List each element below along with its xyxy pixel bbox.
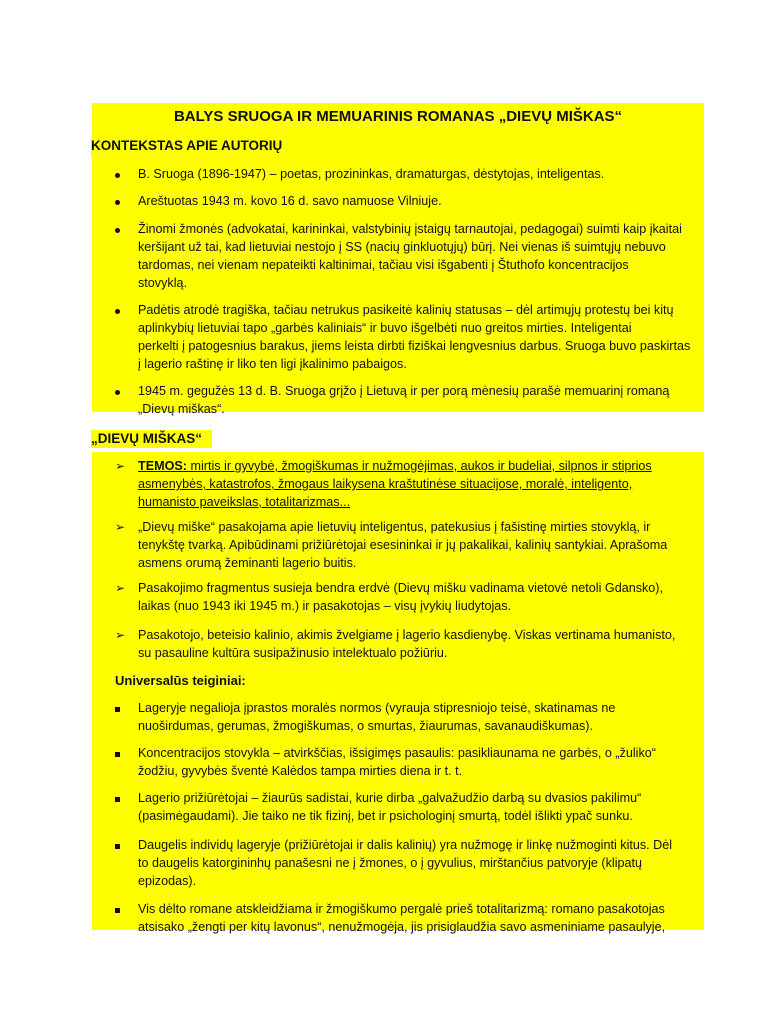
list-item-line: aplinkybių lietuviai tapo „garbės kaliniais“ ir buvo išgelbėti nuo greitos mirties. Inteligentai <box>138 321 632 335</box>
list-item-line: tenykštę tvarką. Apibūdinami prižiūrėtojai esesininkai ir jų pakalikai, kalinių santykiai. Aprašoma <box>138 538 668 552</box>
bullet-dot-icon <box>115 220 120 238</box>
list-item <box>138 579 704 615</box>
bullet-square-icon <box>115 900 120 918</box>
list-item-line: stovyklą. <box>138 276 187 290</box>
list-item <box>138 744 704 780</box>
section-heading-universal-claims: Universalūs teiginiai: <box>115 673 246 688</box>
bullet-arrow-icon: ➢ <box>115 581 126 595</box>
list-item <box>138 626 704 662</box>
list-item-line: Koncentracijos stovykla – atvirkščias, išsigimęs pasaulis: pasikliaunama ne garbės, o „žuliko“ <box>138 746 656 760</box>
section-heading-context: KONTEKSTAS APIE AUTORIŲ <box>91 137 704 155</box>
list-item <box>138 789 704 825</box>
list-item <box>138 836 704 890</box>
list-item-line: žodžiu, gyvybės šventė Kalėdos tampa mirties diena ir t. t. <box>138 764 463 778</box>
list-item-line: Pasakojimo fragmentus susieja bendra erdvė (Dievų mišku vadinama vietovė netoli Gdansko), <box>138 581 663 595</box>
list-item-line: Žinomi žmonės (advokatai, karininkai, valstybinių įstaigų tarnautojai, pedagogai) suimti kaip įkaitai <box>138 222 682 236</box>
list-item-line: Lageryje negalioja įprastos moralės normos (vyrauja stipresniojo teisė, skatinamas ne <box>138 701 616 715</box>
list-item <box>138 165 704 183</box>
list-item <box>138 220 704 292</box>
list-item-line: Pasakotojo, beteisio kalinio, akimis žvelgiame į lagerio kasdienybę. Viskas vertinama humanisto, <box>138 628 676 642</box>
list-item <box>138 518 704 572</box>
bullet-square-icon <box>115 699 120 717</box>
item-label: TEMOS: <box>138 459 187 473</box>
bullet-arrow-icon: ➢ <box>115 628 126 642</box>
list-item-line: Lagerio prižiūrėtojai – žiaurūs sadistai, kurie dirba „galvažudžio darbą su dvasios pakilimu“ <box>138 791 642 805</box>
list-item-line: laikas (nuo 1943 iki 1945 m.) ir pasakotojas – visų įvykių liudytojas. <box>138 599 512 613</box>
list-item-line: (pasimėgaudami). Jie taiko ne tik fizinį, bet ir psichologinį smurtą, todėl išlikti ypač sunku. <box>138 809 633 823</box>
bullet-square-icon <box>115 836 120 854</box>
list-item-line: asmenybės, katastrofos, žmogaus laikysena kraštutinėse situacijose, moralė, inteligento, <box>138 477 633 491</box>
document-title: BALYS SRUOGA IR MEMUARINIS ROMANAS „DIEVŲ MIŠKAS“ <box>92 103 704 130</box>
list-item-line: į lagerio raštinę ir liko ten ligi įkalinimo pabaigos. <box>138 357 407 371</box>
bullet-dot-icon <box>115 382 120 400</box>
bullet-dot-icon <box>115 301 120 319</box>
list-item <box>138 699 704 735</box>
list-item-line: humanisto paveikslas, totalitarizmas... <box>138 495 351 509</box>
bullet-square-icon <box>115 744 120 762</box>
list-item-line: asmens orumą žeminanti lagerio buitis. <box>138 556 357 570</box>
list-item-line: Padėtis atrodė tragiška, tačiau netrukus pasikeitė kalinių statusas – dėl artimųjų protestų bei kitų <box>138 303 674 317</box>
list-item-line: su pasauline kultūra susipažinusio intelektualo požiūriu. <box>138 646 448 660</box>
list-item-line: epizodas). <box>138 874 197 888</box>
list-item-line: Areštuotas 1943 m. kovo 16 d. savo namuose Vilniuje. <box>138 194 442 208</box>
list-item-line: TEMOS: mirtis ir gyvybė, žmogiškumas ir nužmogėjimas, aukos ir budeliai, silpnos ir stiprios <box>138 459 652 473</box>
list-item-line: tardomas, nei vienam nepateikti kaltinimai, tačiau visi išgabenti į Štuthofo koncentracijos <box>138 258 629 272</box>
list-item-line: nuoširdumas, gerumas, žmogiškumas, o smurtas, žiaurumas, savanaudiškumas). <box>138 719 593 733</box>
list-item-line: perkelti į patogesnius barakus, jiems leista dirbti fiziškai lengvesnius darbus. Sruoga buvo paskirtas <box>138 339 691 353</box>
list-item-line: „Dievų miške“ pasakojama apie lietuvių inteligentus, patekusius į fašistinę mirties stovyklą, ir <box>138 520 651 534</box>
list-item-line: 1945 m. gegužės 13 d. B. Sruoga grįžo į Lietuvą ir per porą mėnesių parašė memuarinį romaną <box>138 384 670 398</box>
list-item-line: B. Sruoga (1896-1947) – poetas, prozininkas, dramaturgas, dėstytojas, inteligentas. <box>138 167 605 181</box>
list-item-line: Vis dėlto romane atskleidžiama ir žmogiškumo pergalė prieš totalitarizmą: romano pasakotojas <box>138 902 665 916</box>
list-item-line: Daugelis individų lageryje (prižiūrėtojai ir dalis kalinių) yra nužmogę ir linkę nužmoginti kitus. Dėl <box>138 838 673 852</box>
list-item <box>138 382 704 418</box>
list-item <box>138 457 704 511</box>
list-item-line: keršijant už tai, kad lietuviai nestojo į SS (nacių ginkluotųjų) būrį. Nei vienas iš suimtųjų nebuvo <box>138 240 666 254</box>
bullet-arrow-icon: ➢ <box>115 459 126 473</box>
bullet-dot-icon <box>115 192 120 210</box>
list-item-line: „Dievų miškas“. <box>138 402 225 416</box>
section-heading-dievu-miskas: „DIEVŲ MIŠKAS“ <box>91 430 212 448</box>
bullet-arrow-icon: ➢ <box>115 520 126 534</box>
list-item-line: atsisako „žengti per kitų lavonus“, nenužmogėja, jis prisiglaudžia savo asmeniniame pasaulyje, <box>138 920 666 934</box>
bullet-dot-icon <box>115 165 120 183</box>
bullet-square-icon <box>115 789 120 807</box>
list-item-line: to daugelis katorgininhų panašesni ne į žmones, o į gyvulius, mirštančius patvoryje (klipatų <box>138 856 643 870</box>
list-item <box>138 301 704 373</box>
list-item <box>138 900 704 936</box>
list-item <box>138 192 704 210</box>
